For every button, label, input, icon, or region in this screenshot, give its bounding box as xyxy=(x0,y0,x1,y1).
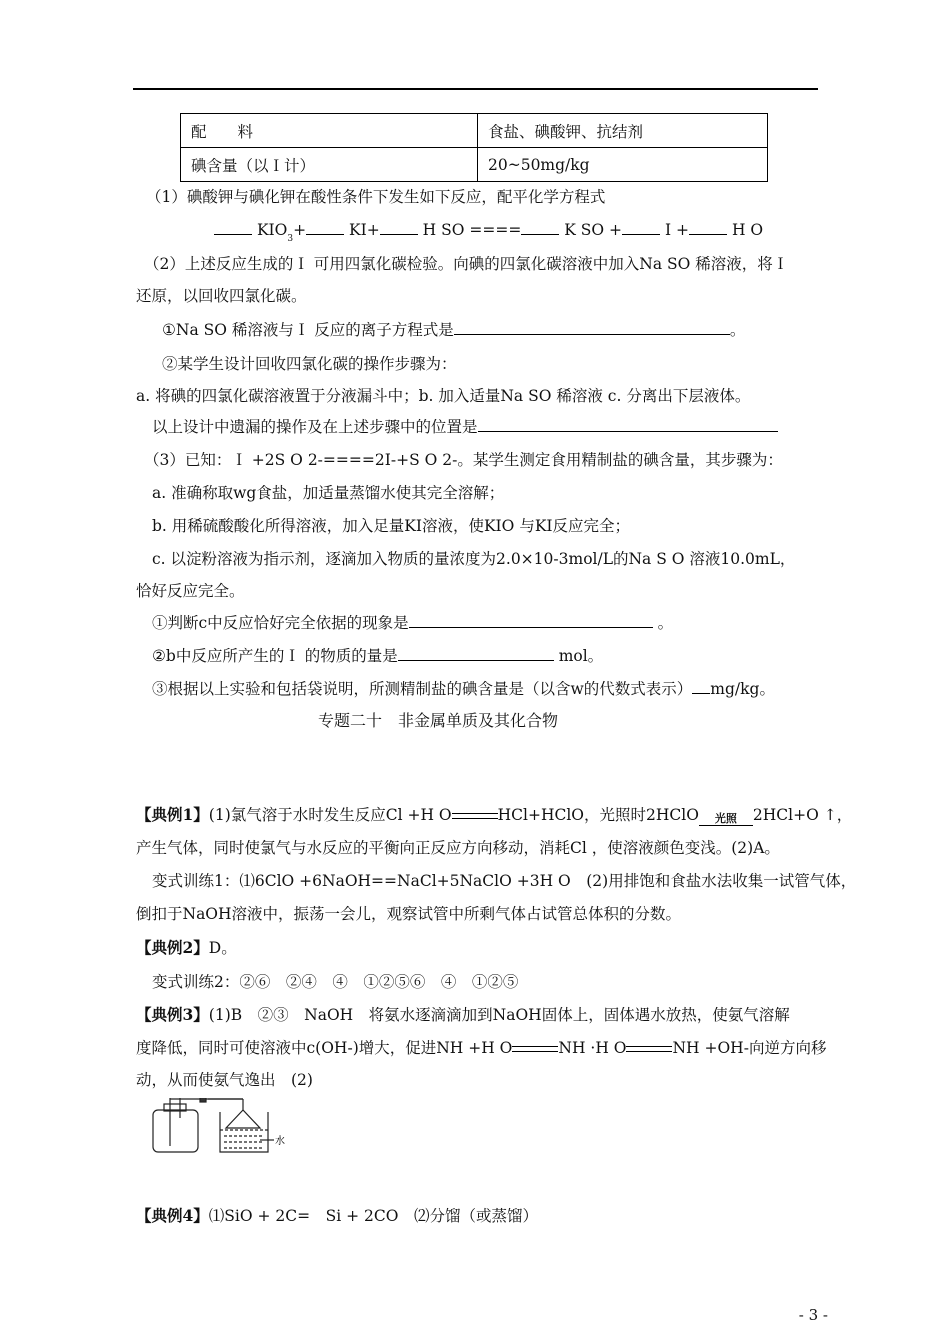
sub-end: 。 xyxy=(729,321,746,339)
equilibrium-arrow-icon xyxy=(452,811,498,821)
table-cell: 20~50mg/kg xyxy=(478,148,768,182)
inverted-funnel xyxy=(226,1110,260,1128)
variant-2: 变式训练2：②⑥ ②④ ④ ①②⑤⑥ ④ ①②⑤ xyxy=(152,973,519,991)
question-2-line-2: 还原，以回收四氯化碳。 xyxy=(136,287,307,305)
sub-text: 以上设计中遗漏的操作及在上述步骤中的位置是 xyxy=(152,418,478,436)
question-3-item-2 xyxy=(152,644,603,666)
table-cell: 食盐、碘酸钾、抗结剂 xyxy=(478,114,768,148)
table-cell: 配 料 xyxy=(181,114,478,148)
example-1-line-2: 产生气体，同时使氯气与水反应的平衡向正反应方向移动，消耗Cl ，使溶液颜色变浅。(2)A。 xyxy=(136,839,780,857)
sub-text: ①Na SO 稀溶液与Ｉ 反应的离子方程式是 xyxy=(162,321,454,339)
example-text: 度降低，同时可使溶液中c(OH-)增大，促进NH +H O xyxy=(136,1039,513,1057)
variant-1-line-2: 倒扣于NaOH溶液中，振荡一会儿，观察试管中所剩气体占试管总体积的分数。 xyxy=(136,905,682,923)
question-2-sub-4 xyxy=(152,415,778,437)
eq-term: H O xyxy=(731,221,764,239)
sub-end: 。 xyxy=(657,614,674,632)
section-title: 专题二十 非金属单质及其化合物 xyxy=(318,711,559,730)
example-2 xyxy=(136,936,237,958)
example-label: 【典例2】 xyxy=(136,938,209,957)
beaker xyxy=(220,1112,268,1152)
example-3-line-3: 动，从而使氨气逸出 (2) xyxy=(136,1071,313,1089)
equilibrium-arrow-icon xyxy=(626,1044,672,1054)
arrow-label: 光照 xyxy=(714,812,737,825)
sub-end: mol。 xyxy=(558,647,604,665)
example-text: D。 xyxy=(208,939,237,957)
equation-1: $KIO_3+ KI+ H$ SO ==== K SO + I + H O xyxy=(214,219,763,244)
gas-bottle xyxy=(153,1110,198,1152)
ingredient-table xyxy=(180,113,768,182)
question-3-item-3 xyxy=(152,677,775,699)
question-3-item-1 xyxy=(152,611,673,633)
example-3-line-2 xyxy=(136,1036,826,1058)
example-text: (1)B ②③ NaOH 将氨水逐滴滴加到NaOH固体上，固体遇水放热，使氨气溶解 xyxy=(208,1006,790,1024)
example-label: 【典例1】 xyxy=(136,805,209,824)
question-3-b: b. 用稀硫酸酸化所得溶液，加入足量KI溶液，使KIO 与KI反应完全； xyxy=(152,517,631,535)
table-row xyxy=(181,114,768,148)
example-text: NH +OH-向逆方向移 xyxy=(672,1039,827,1057)
eq-term: KIO xyxy=(256,221,288,239)
question-3-c2: 恰好反应完全。 xyxy=(136,582,245,600)
example-text: (1)氯气溶于水时发生反应Cl +H O xyxy=(208,806,452,824)
table-cell: 碘含量（以Ｉ计） xyxy=(181,148,478,182)
light-arrow-icon xyxy=(699,813,753,826)
question-2-sub-1 xyxy=(162,318,745,340)
question-2-sub-3: a. 将碘的四氯化碳溶液置于分液漏斗中；b. 加入适量Na SO 稀溶液 c. 分离出下层液体。 xyxy=(136,387,751,405)
example-4 xyxy=(136,1204,538,1226)
water-label: 水 xyxy=(275,1136,285,1147)
example-3-line-1 xyxy=(136,1003,790,1025)
question-2-sub-2: ②某学生设计回收四氯化碳的操作步骤为： xyxy=(162,355,457,373)
example-label: 【典例3】 xyxy=(136,1005,209,1024)
sub-text: ③根据以上实验和包括袋说明，所测精制盐的碘含量是（以含w的代数式表示） xyxy=(152,680,693,698)
table-row xyxy=(181,148,768,182)
eq-term: H SO ==== xyxy=(422,221,522,239)
variant-1-line-1: 变式训练1：⑴6ClO +6NaOH==NaCl+5NaClO +3H O (2)用排饱和食盐水法收集一试管气体， xyxy=(152,872,857,890)
example-text: HCl+HClO，光照时2HClO xyxy=(497,806,699,824)
example-text: NH ·H O xyxy=(558,1039,627,1057)
sub-text: ②b中反应所产生的Ｉ 的物质的量是 xyxy=(152,647,398,665)
header-rule xyxy=(133,88,818,90)
sub-end: mg/kg。 xyxy=(710,680,775,698)
question-3-a: a. 准确称取wg食盐，加适量蒸馏水使其完全溶解； xyxy=(152,484,505,502)
question-1: （1）碘酸钾与碘化钾在酸性条件下发生如下反应，配平化学方程式 xyxy=(146,188,606,206)
question-3-line-1: （3）已知：Ｉ +2S O 2-====2I-+S O 2-。某学生测定食用精制盐的碘含量，其步骤为： xyxy=(144,451,783,469)
example-label: 【典例4】 xyxy=(136,1206,209,1225)
question-2-line-1: （2）上述反应生成的Ｉ 可用四氯化碳检验。向碘的四氯化碳溶液中加入Na SO 稀溶液，将Ｉ xyxy=(144,255,789,273)
eq-term: KI+ xyxy=(349,221,380,239)
example-text: 2HCl+O ↑， xyxy=(752,806,853,824)
example-1-line-1 xyxy=(136,803,852,826)
page-number: - 3 - xyxy=(798,1306,828,1324)
question-3-c: c. 以淀粉溶液为指示剂，逐滴加入物质的量浓度为2.0×10-3mol/L的Na S O 溶液10.0mL， xyxy=(152,550,796,568)
eq-term: I + xyxy=(664,221,689,239)
apparatus-diagram xyxy=(148,1098,288,1154)
equilibrium-arrow-icon xyxy=(512,1044,558,1054)
example-text: ⑴SiO + 2C= Si + 2CO ⑵分馏（或蒸馏） xyxy=(208,1207,538,1225)
sub-text: ①判断c中反应恰好完全依据的现象是 xyxy=(152,614,409,632)
eq-term: K SO + xyxy=(564,221,623,239)
